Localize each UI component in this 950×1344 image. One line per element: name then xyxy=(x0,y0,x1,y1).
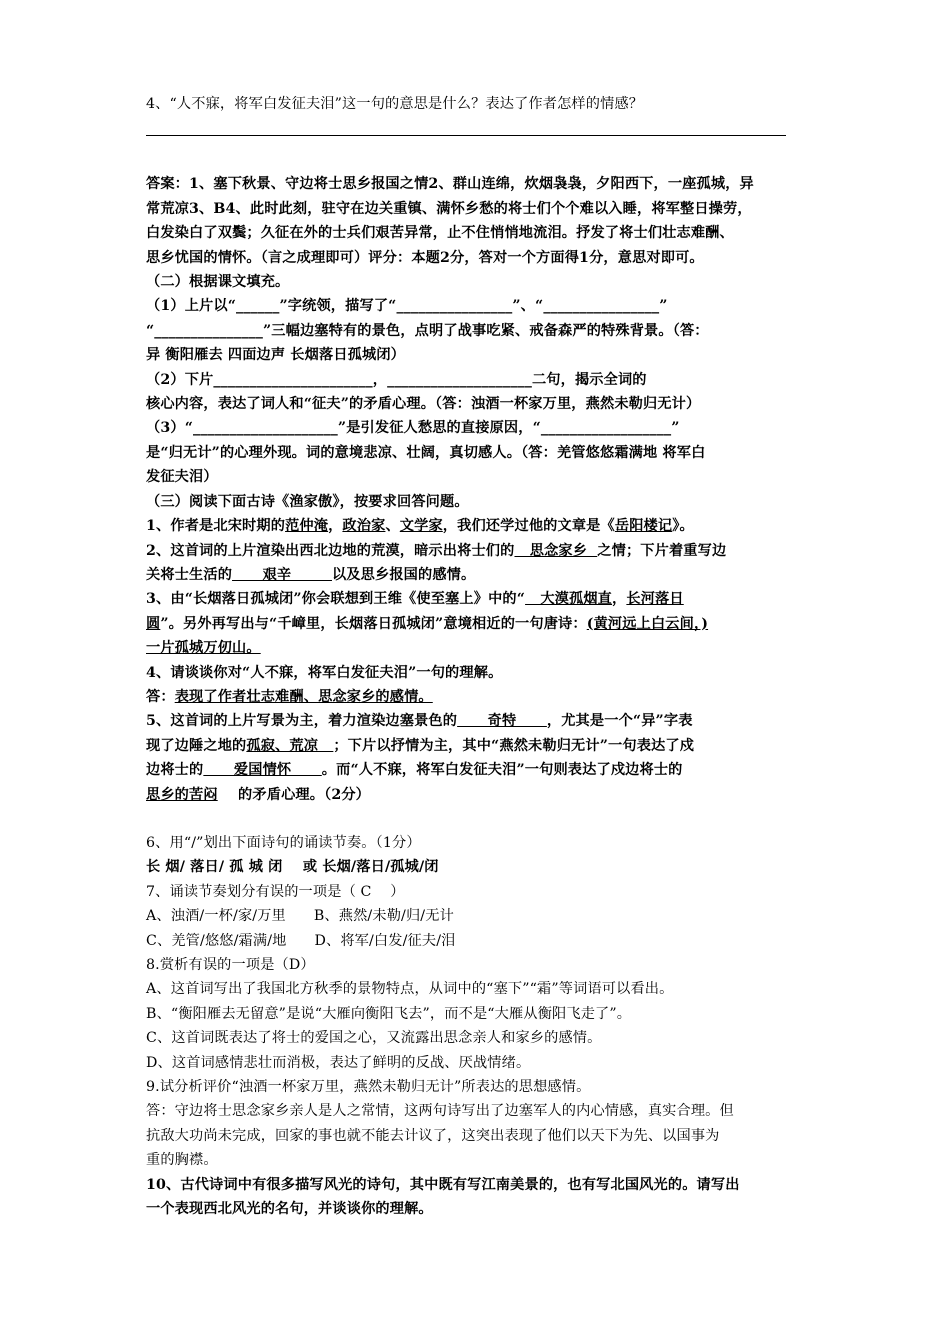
section-3-q3-line-3 xyxy=(146,636,814,660)
section-2-line: “_______________”三幅边塞特有的景色，点明了战事吃紧、戒备森严的特殊背景。（答： xyxy=(146,322,709,339)
answer-blank: 一片孤城万仞山。 xyxy=(146,640,261,657)
answer-blank: 艰辛 xyxy=(232,566,332,583)
answer-blank: 奇特 xyxy=(457,713,547,730)
question-9-answer: 答：守边将士思念家乡亲人是人之常情，这两句诗写出了边塞军人的内心情感，真实合理。但 xyxy=(146,1103,734,1120)
section-3-q3-line-2: 圆”。另外再写出与“千嶂里，长烟落日孤城闭”意境相近的一句唐诗：(黄河远上白云间，) xyxy=(146,615,709,632)
answer-role-1: 政治家 xyxy=(342,518,386,535)
question-4-heading: 4、“人不寐，将军白发征夫泪”这一句的意思是什么？表达了作者怎样的情感？ xyxy=(146,96,644,112)
answer-blank: 思念家乡 xyxy=(514,542,598,559)
option-c: C、这首词既表达了将士的爱国之心，又流露出思念亲人和家乡的感情。 xyxy=(146,1030,602,1047)
questions-6-9 xyxy=(146,831,814,1173)
section-2-title: （二）根据课文填充。 xyxy=(146,274,290,291)
option-row: A、浊酒/一杯/家/万里 B、燕然/未勒/归/无计 xyxy=(146,908,454,925)
answer-blank: 爱国情怀 xyxy=(203,762,322,779)
question-7: 7、诵读节奏划分有误的一项是（ C ） xyxy=(146,883,405,900)
option-row: C、羌管/悠悠/霜满/地 D、将军/白发/征夫/泪 xyxy=(146,932,456,949)
answer-blank: 大漠孤烟直 xyxy=(525,591,613,608)
answer-line xyxy=(146,134,786,136)
section-3 xyxy=(146,490,814,807)
answer-blank: 孤寂、荒凉 xyxy=(246,737,334,754)
question-9-answer: 重的胸襟。 xyxy=(146,1152,218,1169)
section-3-q5-line-1: 5、这首词的上片写景为主，着力渲染边塞景色的 奇特 ，尤其是一个“异”字表 xyxy=(146,713,693,730)
question-10-line: 10、古代诗词中有很多描写风光的诗句，其中既有写江南美景的，也有写北国风光的。请写出 xyxy=(146,1176,740,1193)
section-3-q5-line-2: 现了边陲之地的孤寂、荒凉 ；下片以抒情为主，其中“燕然未勒归无计”一句表达了戍 xyxy=(146,737,695,754)
section-2-line: （2）下片______________________，____________________二句，揭示全词的 xyxy=(146,371,647,388)
question-6-answer: 长 烟/ 落日/ 孤 城 闭 或 长烟/落日/孤城/闭 xyxy=(146,859,439,876)
answer-line-4: 思乡忧国的情怀。（言之成理即可）评分：本题2分，答对一个方面得1分，意思对即可。 xyxy=(146,249,704,266)
question-10 xyxy=(146,1173,814,1222)
document-page xyxy=(146,92,814,1221)
section-3-q4: 4、请谈谈你对“人不寐，将军白发征夫泪”一句的理解。 xyxy=(146,664,503,681)
section-3-q5-line-4: 思乡的苦闷 的矛盾心理。（2分） xyxy=(146,786,371,803)
answer-blank: 圆 xyxy=(146,615,161,632)
section-2-line: 异 衡阳雁去 四面边声 长烟落日孤城闭） xyxy=(146,347,406,364)
section-3-q1: 1、作者是北宋时期的范仲淹，政治家、文学家，我们还学过他的文章是《岳阳楼记》。 xyxy=(146,518,694,535)
answer-line-1: 答案：1、塞下秋景、守边将士思乡报国之情2、群山连绵，炊烟袅袅，夕阳西下，一座孤城，异 xyxy=(146,176,754,193)
answer-line-2: 常荒凉3、B4、此时此刻，驻守在边关重镇、满怀乡愁的将士们个个难以入睡，将军整日操劳， xyxy=(146,200,752,217)
section-2-line: （3）“____________________”是引发征人愁思的直接原因，“__________________” xyxy=(146,420,680,437)
answer-blank: (黄河远上白云间，) xyxy=(586,615,709,632)
section-3-q5-line-3: 边将士的 爱国情怀 。而“人不寐，将军白发征夫泪”一句则表达了戍边将士的 xyxy=(146,762,683,779)
question-6: 6、用“/”划出下面诗句的诵读节奏。（1分） xyxy=(146,834,421,851)
section-3-title: （三）阅读下面古诗《渔家傲》，按要求回答问题。 xyxy=(146,493,469,510)
question-8: 8.赏析有误的一项是（D） xyxy=(146,957,315,973)
option-a: A、这首词写出了我国北方秋季的景物特点，从词中的“塞下”“霜”等词语可以看出。 xyxy=(146,981,674,998)
section-2-line: 核心内容，表达了词人和“征夫”的矛盾心理。（答：浊酒一杯家万里，燕然未勒归无计） xyxy=(146,396,701,413)
answer-blank: 思乡的苦闷 xyxy=(146,786,218,803)
question-9: 9.试分析评价“浊酒一杯家万里，燕然未勒归无计”所表达的思想感情。 xyxy=(146,1079,591,1096)
section-3-q2-line-2: 关将士生活的 艰辛 以及思乡报国的感情。 xyxy=(146,566,476,583)
answer-blank: 长河落日 xyxy=(626,591,684,608)
section-2-line: 发征夫泪） xyxy=(146,469,218,486)
answer-author: 范仲淹 xyxy=(285,518,329,535)
section-3-q2-line-1: 2、这首词的上片渲染出西北边地的荒漠，暗示出将士们的 思念家乡 之情；下片着重写边 xyxy=(146,542,727,559)
option-d: D、这首词感情悲壮而消极，表达了鲜明的反战、厌战情绪。 xyxy=(146,1054,531,1071)
section-2 xyxy=(146,270,814,490)
section-2-line: （1）上片以“______”字统领，描写了“________________”、“________________” xyxy=(146,298,668,315)
section-2-line: 是“归无计”的心理外现。词的意境悲凉、壮阔，真切感人。（答：羌管悠悠霜满地 将军白 xyxy=(146,444,706,461)
answer-block xyxy=(146,172,814,270)
section-3-q3-line-1: 3、由“长烟落日孤城闭”你会联想到王维《使至塞上》中的“ 大漠孤烟直，长河落日 xyxy=(146,591,684,608)
option-b: B、“衡阳雁去无留意”是说“大雁向衡阳飞去”，而不是“大雁从衡阳飞走了”。 xyxy=(146,1005,632,1022)
answer-line-3: 白发染白了双鬓；久征在外的士兵们艰苦异常，止不住悄悄地流泪。抒发了将士们壮志难酬、 xyxy=(146,225,734,242)
question-10-line: 一个表现西北风光的名句，并谈谈你的理解。 xyxy=(146,1201,433,1218)
answer-role-2: 文学家 xyxy=(399,518,443,535)
spacer xyxy=(146,807,814,831)
answer-work: 岳阳楼记 xyxy=(614,518,673,535)
section-3-q4-answer: 答：表现了作者壮志难酬、思念家乡的感情。 xyxy=(146,688,433,705)
question-9-answer: 抗敌大功尚未完成，回家的事也就不能去计议了，这突出表现了他们以天下为先、以国事为 xyxy=(146,1127,720,1144)
answer-blank: 表现了作者壮志难酬、思念家乡的感情。 xyxy=(174,688,433,705)
